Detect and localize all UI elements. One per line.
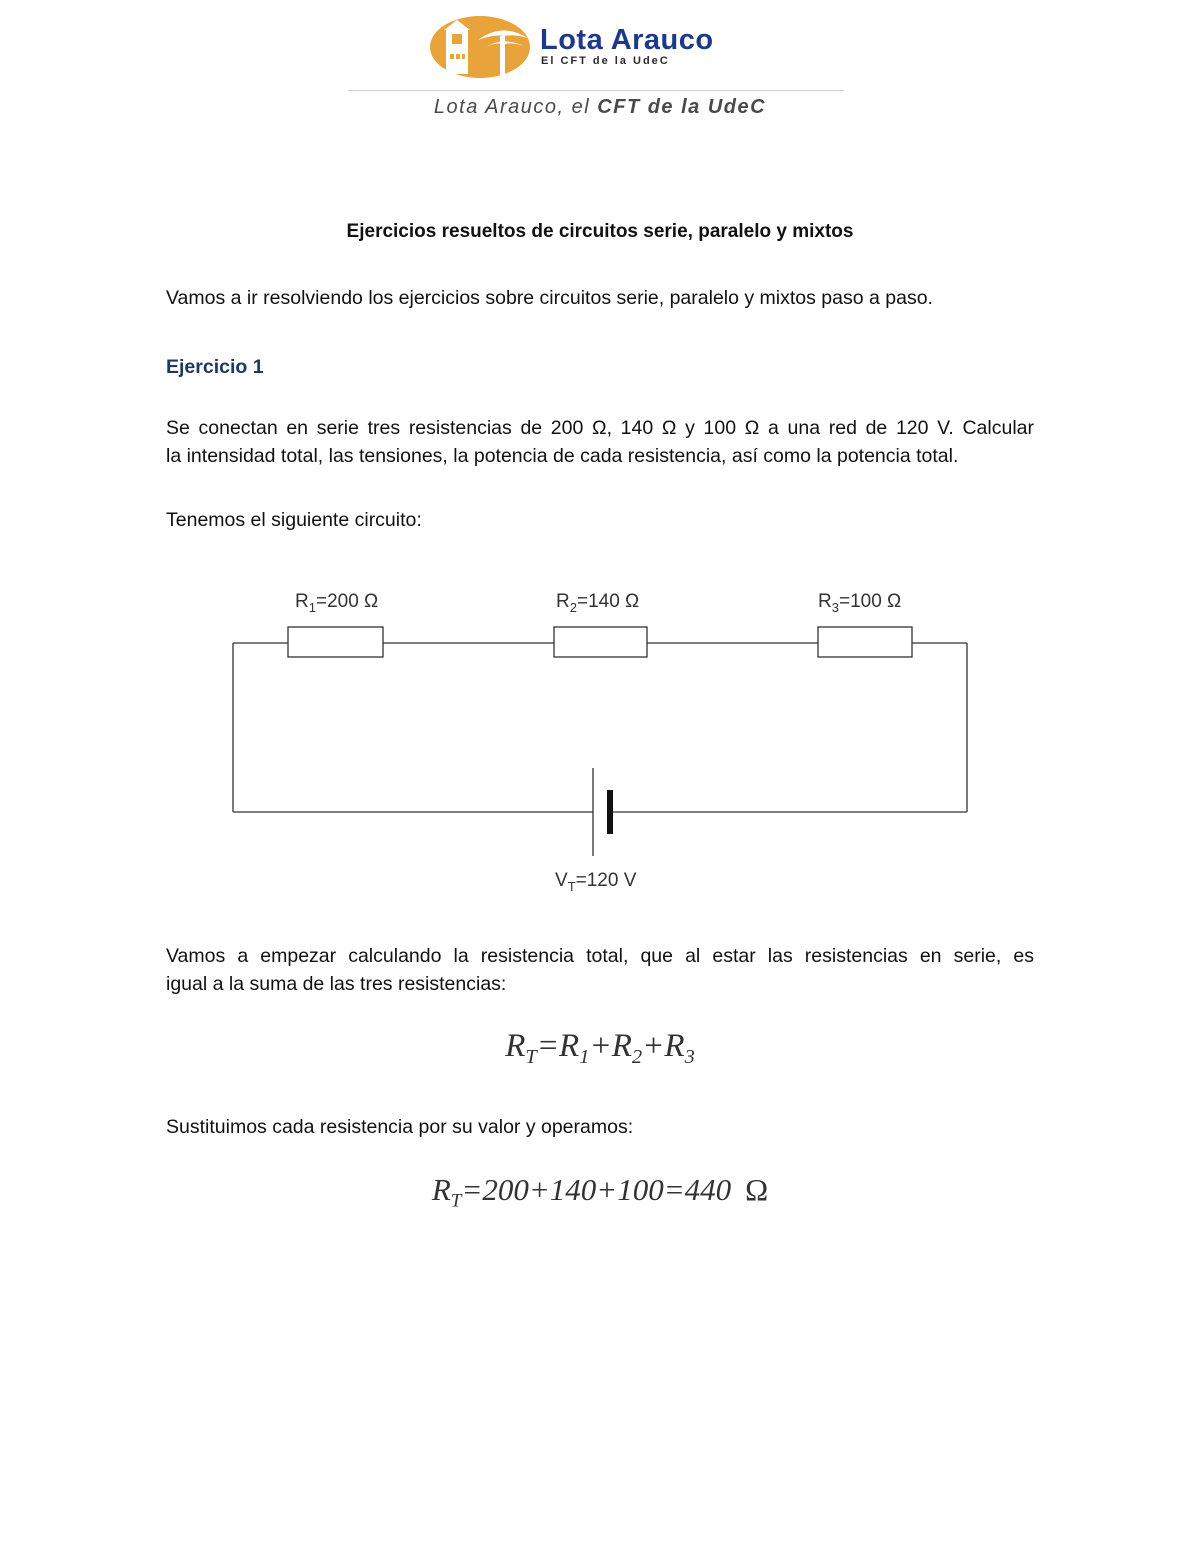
- f1-term2-sub: 2: [631, 1046, 643, 1069]
- source-label: $V_T=120$ V: [555, 870, 637, 894]
- f1-term2: R: [611, 1028, 632, 1064]
- f1-term3: R: [664, 1028, 685, 1064]
- problem-line-1: Se conectan en serie tres resistencias de 200 Ω, 140 Ω y 100 Ω a una red de 120 V. Calcular: [166, 417, 1034, 439]
- f2-unit: Ω: [745, 1172, 769, 1207]
- circuit-intro: Tenemos el siguiente circuito:: [166, 509, 422, 531]
- brand-name: Lota Arauco: [540, 24, 714, 56]
- f2-expr: =200+140+100=440: [461, 1172, 732, 1207]
- battery-short-plate: [607, 790, 613, 834]
- formula-total-resistance-value: [0, 1172, 1200, 1213]
- f2-lhs: R: [431, 1172, 451, 1207]
- lota-arauco-logo-icon: [428, 14, 534, 80]
- f1-plus2: +: [642, 1028, 665, 1064]
- brand-subtitle: El CFT de la UdeC: [541, 55, 670, 67]
- page-title: Ejercicios resueltos de circuitos serie, paralelo y mixtos: [346, 221, 854, 242]
- formula-total-resistance: [0, 1028, 1200, 1069]
- r3-label: $R_3=100$ Ω: [818, 591, 902, 615]
- tagline-prefix: Lota Arauco, el: [433, 96, 598, 118]
- f1-plus1: +: [589, 1028, 612, 1064]
- tagline-bold: CFT de la UdeC: [597, 96, 767, 118]
- resistor-r3: [818, 627, 912, 657]
- resistor-r2: [554, 627, 647, 657]
- substitute-text: Sustituimos cada resistencia por su valor y operamos:: [166, 1116, 634, 1138]
- f1-eq: =: [536, 1028, 560, 1064]
- f2-lhs-sub: T: [450, 1190, 462, 1212]
- header-tagline: [0, 96, 1200, 119]
- r1-label: $R_1=200$ Ω: [295, 591, 379, 615]
- f1-term1: R: [559, 1028, 580, 1064]
- series-circuit-diagram: [220, 578, 980, 908]
- exercise-heading: Ejercicio 1: [166, 356, 264, 378]
- f1-term3-sub: 3: [684, 1046, 695, 1069]
- r2-label: $R_2=140$ Ω: [556, 591, 640, 615]
- explain-line-1: Vamos a empezar calculando la resistencia total, que al estar las resistencias en serie, es: [166, 945, 1034, 967]
- explain-line-2: igual a la suma de las tres resistencias:: [166, 973, 507, 995]
- problem-line-2: la intensidad total, las tensiones, la potencia de cada resistencia, así como la potencia total.: [166, 445, 959, 467]
- f1-lhs: R: [505, 1028, 526, 1064]
- resistor-r1: [288, 627, 383, 657]
- intro-paragraph: Vamos a ir resolviendo los ejercicios sobre circuitos serie, paralelo y mixtos paso a paso.: [166, 287, 933, 309]
- header-divider: [348, 90, 844, 91]
- f1-lhs-sub: T: [525, 1046, 537, 1069]
- f1-term1-sub: 1: [579, 1046, 590, 1069]
